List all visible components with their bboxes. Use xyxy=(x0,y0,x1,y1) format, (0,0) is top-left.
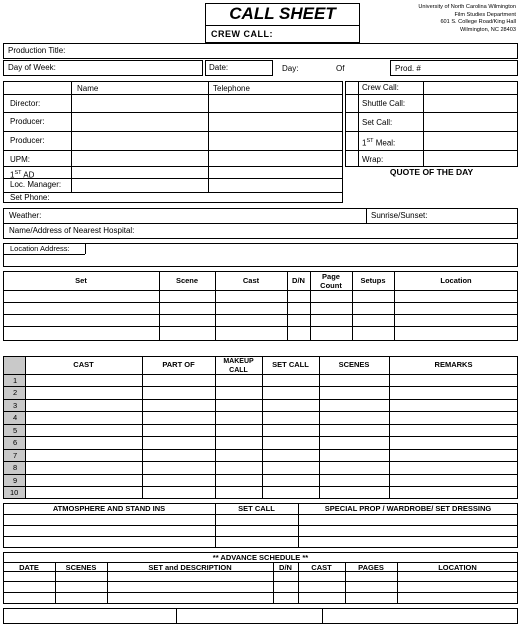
scenes-header-page-count: Page Count xyxy=(320,272,342,290)
quote-of-the-day-label: QUOTE OF THE DAY xyxy=(389,167,474,177)
scenes-header-set: Set xyxy=(75,276,87,285)
cast-row-number: 1 xyxy=(13,376,18,385)
scenes-header-setups: Setups xyxy=(360,276,386,285)
prod-number-label: Prod. # xyxy=(395,64,421,73)
page-title: CALL SHEET xyxy=(229,4,336,23)
production-title-label: Production Title: xyxy=(8,46,66,55)
role-1st-ad: 1ST AD xyxy=(10,170,35,180)
role-producer-2: Producer: xyxy=(10,136,45,145)
org-department: Film Studies Department xyxy=(454,11,516,18)
cast-row-number: 4 xyxy=(13,413,18,422)
role-set-phone: Set Phone: xyxy=(10,193,50,202)
cast-row-number: 10 xyxy=(10,488,19,497)
cast-row-number: 7 xyxy=(13,451,18,460)
cast-row-number: 6 xyxy=(13,438,18,447)
hospital-label: Name/Address of Nearest Hospital: xyxy=(9,226,135,235)
shuttle-call-label: Shuttle Call: xyxy=(362,99,406,108)
org-street: 601 S. College Road/King Hall xyxy=(440,19,516,25)
role-producer-1: Producer: xyxy=(10,117,45,126)
crew-call-time-label: Crew Call: xyxy=(362,83,399,92)
role-upm: UPM: xyxy=(10,155,30,164)
role-director: Director: xyxy=(10,99,41,108)
cast-header-set-call: SET CALL xyxy=(272,360,309,369)
location-address-label: Location Address: xyxy=(10,244,70,253)
cast-row-number: 5 xyxy=(13,426,18,435)
cast-header-remarks: REMARKS xyxy=(434,360,473,369)
weather-label: Weather: xyxy=(9,211,42,220)
advance-header-dn: D/N xyxy=(279,563,292,572)
of-label: Of xyxy=(336,64,345,73)
advance-header-pages: PAGES xyxy=(358,563,384,572)
footer-row xyxy=(3,608,518,624)
set-call-label: Set Call: xyxy=(362,118,393,127)
advance-schedule-title: ** ADVANCE SCHEDULE ** xyxy=(212,553,309,562)
crew-call-label: CREW CALL: xyxy=(211,29,273,39)
cast-header-makeup-call: MAKEUP CALL xyxy=(223,358,254,374)
cast-header-cast: CAST xyxy=(73,360,94,369)
name-header: Name xyxy=(77,84,99,93)
cast-header-scenes: SCENES xyxy=(338,360,370,369)
org-name: University of North Carolina Wilmington xyxy=(418,4,516,10)
scenes-header-dn: D/N xyxy=(292,276,305,285)
atmosphere-set-call-header: SET CALL xyxy=(238,504,275,513)
sunrise-sunset-label: Sunrise/Sunset: xyxy=(371,211,428,220)
advance-header-location: LOCATION xyxy=(438,563,477,572)
advance-header-scenes: SCENES xyxy=(65,563,97,572)
first-meal-label: 1ST Meal: xyxy=(362,138,396,148)
role-loc-manager: Loc. Manager: xyxy=(10,180,62,189)
advance-header-cast: CAST xyxy=(311,563,332,572)
cast-row-number: 8 xyxy=(13,463,18,472)
production-title-field[interactable] xyxy=(3,43,518,59)
date-label: Date: xyxy=(209,63,229,72)
org-address xyxy=(362,4,516,34)
scenes-header-location: Location xyxy=(440,276,472,285)
atmosphere-header: ATMOSPHERE AND STAND INS xyxy=(52,504,166,513)
cast-row-number: 9 xyxy=(13,476,18,485)
scenes-header-cast: Cast xyxy=(242,276,260,285)
day-of-week-label: Day of Week: xyxy=(8,63,56,72)
special-prop-header: SPECIAL PROP / WARDROBE/ SET DRESSING xyxy=(324,504,492,513)
advance-header-set-description: SET and DESCRIPTION xyxy=(148,563,232,572)
scenes-header-scene: Scene xyxy=(175,276,199,285)
cast-row-number: 2 xyxy=(13,388,18,397)
advance-header-date: DATE xyxy=(19,563,39,572)
cast-row-number: 3 xyxy=(13,401,18,410)
day-label: Day: xyxy=(282,64,299,73)
telephone-header: Telephone xyxy=(213,84,250,93)
cast-table xyxy=(3,356,518,499)
org-city: Wilmington, NC 28403 xyxy=(460,26,516,33)
location-address-field[interactable] xyxy=(3,243,518,267)
cast-header-part-of: PART OF xyxy=(162,360,195,369)
wrap-label: Wrap: xyxy=(362,155,384,164)
